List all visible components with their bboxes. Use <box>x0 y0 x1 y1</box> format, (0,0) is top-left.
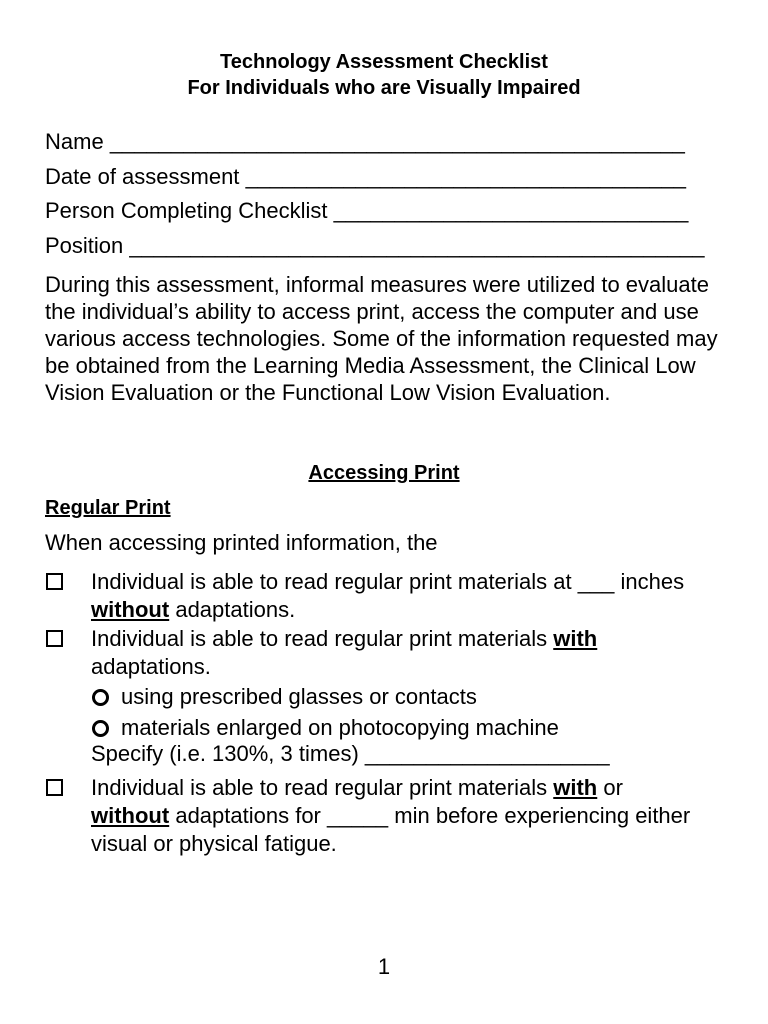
item-emphasis: with <box>553 775 598 800</box>
person-field[interactable] <box>45 194 735 229</box>
intro-paragraph: During this assessment, informal measures were utilized to evaluate the individual’s ability to access print, access the computer and use various access technologies. Some of the information requested may be obtained from the Learning Media Assessment, the Clinical Low Vision Evaluation or the Functional Low Vision Evaluation. <box>45 272 718 405</box>
item-text-part: adaptations for _____ min before experiencing either visual or physical fatigue. <box>91 803 691 856</box>
page-number: 1 <box>377 954 391 979</box>
sub-item-text: using prescribed glasses or contacts <box>121 684 477 709</box>
item-text-part: Individual is able to read regular print materials at ___ inches <box>91 569 685 594</box>
item-text-part: Individual is able to read regular print materials <box>91 626 548 651</box>
item-text-part: adaptations. <box>175 597 296 622</box>
lead-text: When accessing printed information, the <box>45 530 438 555</box>
name-label: Name <box>45 129 104 154</box>
date-blank[interactable]: ____________________________________ <box>245 163 687 189</box>
checkbox-icon[interactable] <box>46 573 63 590</box>
position-blank[interactable]: _______________________________________________ <box>129 232 705 258</box>
assessment-fields <box>45 125 735 263</box>
sub-item <box>92 683 477 711</box>
person-label: Person Completing Checklist <box>45 198 328 223</box>
option-circle-icon[interactable] <box>92 689 109 706</box>
document-title <box>0 49 768 101</box>
title-line-2: For Individuals who are Visually Impaired <box>187 77 581 99</box>
position-label: Position <box>45 232 124 258</box>
checklist-item-text <box>91 625 741 681</box>
checklist-item-text <box>91 568 741 624</box>
item-emphasis: without <box>91 597 170 622</box>
person-blank[interactable]: _____________________________ <box>333 198 689 223</box>
sub-heading: Regular Print <box>45 497 171 519</box>
name-field[interactable] <box>45 125 735 160</box>
checkbox-icon[interactable] <box>46 779 63 796</box>
item-text-part: Individual is able to read regular print materials <box>91 775 548 800</box>
specify-field[interactable]: Specify (i.e. 130%, 3 times) ____________________ <box>91 741 610 766</box>
item-emphasis: with <box>553 626 598 651</box>
checklist-item-text <box>91 774 741 858</box>
item-text-part: or <box>603 775 623 800</box>
option-circle-icon[interactable] <box>92 720 109 737</box>
date-field[interactable] <box>45 160 735 195</box>
section-heading: Accessing Print <box>308 462 460 484</box>
sub-item <box>92 714 559 742</box>
item-text-part: adaptations. <box>91 654 211 679</box>
item-emphasis: without <box>91 803 170 828</box>
sub-item-text: materials enlarged on photocopying machine <box>121 715 559 740</box>
date-label: Date of assessment <box>45 163 240 189</box>
position-field[interactable] <box>45 229 735 264</box>
title-line-1: Technology Assessment Checklist <box>220 51 548 73</box>
name-blank[interactable]: _______________________________________________ <box>109 129 685 154</box>
checkbox-icon[interactable] <box>46 630 63 647</box>
